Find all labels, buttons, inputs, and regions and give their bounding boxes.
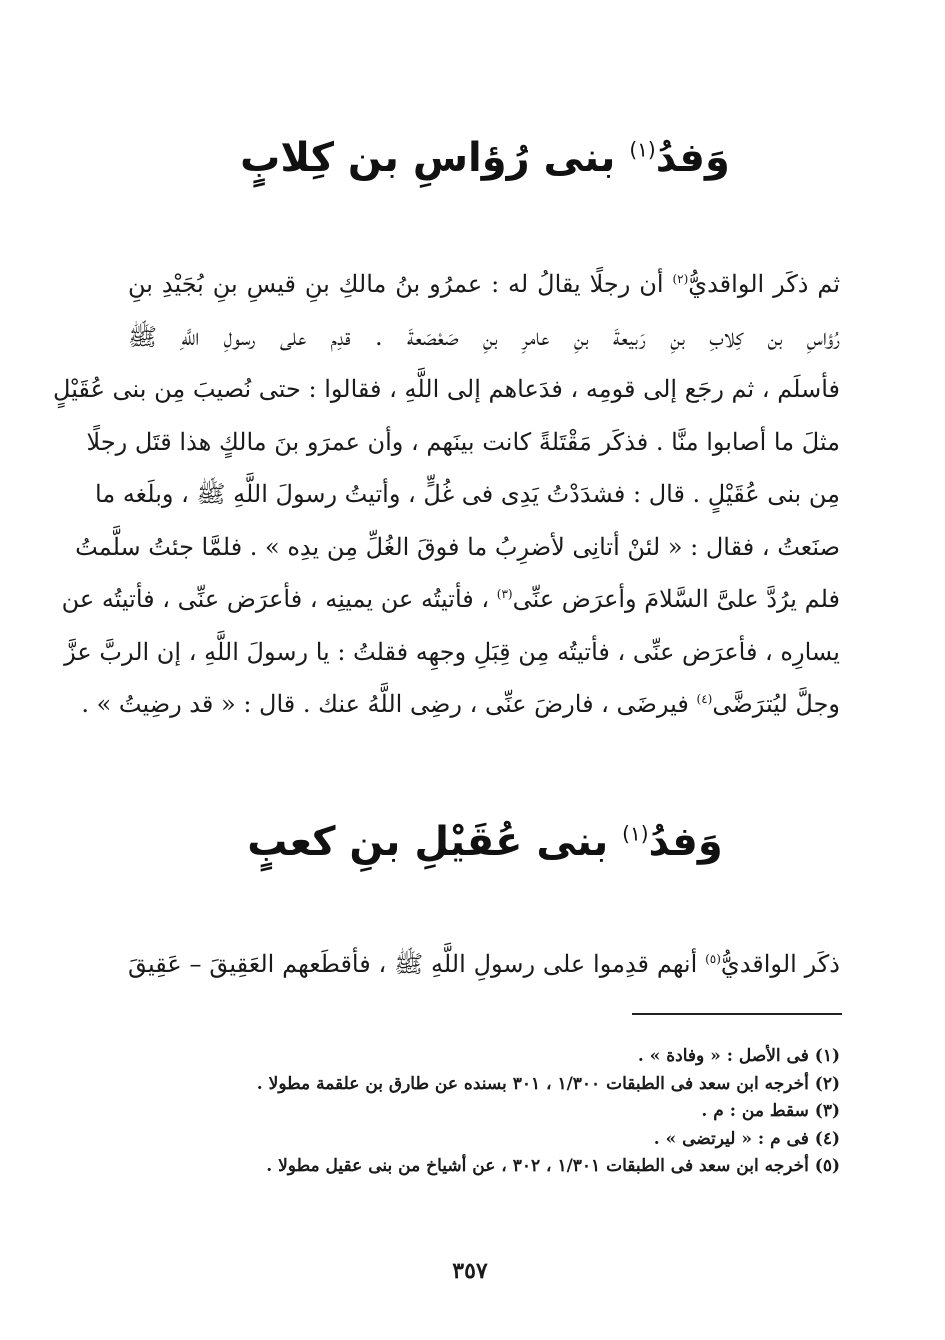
footnote-separator bbox=[632, 1013, 842, 1015]
title-rest: بنى عُقَيْلِ بنِ كعبٍ bbox=[247, 819, 623, 865]
footnote-marker: (١) bbox=[629, 137, 656, 162]
footnote-item: (٥) أخرجه ابن سعد فى الطبقات ١/٣٠١ ، ٣٠٢ ، عن أشياخ من بنى عقيل مطولا . bbox=[266, 1156, 840, 1176]
text-line: فلم يرُدَّ علىَّ السَّلامَ وأعرَض عنِّى$^{(٣)}$ ، فأتيتُه عن يمينِه ، فأعرَض عنِّى ، فأتيتُه عن bbox=[61, 585, 840, 613]
footnote-item: (٢) أخرجه ابن سعد فى الطبقات ١/٣٠٠ ، ٣٠١ بسنده عن طارق بن علقمة مطولا . bbox=[256, 1073, 840, 1094]
text-line: صنَعتُ ، فقال : « لئنْ أتانِى لأضرِبُ ما فوقَ الغُلِّ مِن يدِه » . فلمَّا جئتُ سلَّمتُ bbox=[75, 532, 840, 561]
paragraph-banu-ruas bbox=[53, 258, 841, 731]
text-line: فأسلَم ، ثم رجَع إلى قومِه ، فدَعاهم إلى اللَّهِ ، فقالوا : حتى نُصيبَ مِن بنى عُقَيْلٍ bbox=[53, 375, 840, 403]
section-title-banu-uqayl bbox=[130, 812, 840, 872]
footnote-marker: (٤) bbox=[696, 692, 713, 706]
page-number: ٣٥٧ bbox=[452, 1258, 488, 1284]
footnote-item: (١) فى الأصل : « وفادة » . bbox=[637, 1046, 840, 1066]
footnote-marker: (٢) bbox=[672, 272, 689, 286]
text-line: ثم ذكَر الواقديُّ$^{(٢)}$ أن رجلًا يقالُ له : عمرُو بنُ مالكِ بنِ قيسِ بنِ بُجَيْدِ بنِ bbox=[128, 270, 841, 298]
title-word: وَفدُ bbox=[655, 135, 730, 181]
footnote-item: (٤) فى م : « ليرتضى » . bbox=[653, 1128, 840, 1149]
text-line: وجلَّ ليُترَضَّى$^{(٤)}$ فيرضَى ، فارضَ عنِّى ، رضِى اللَّهُ عنك . قال : « قد رضِيتُ » . bbox=[81, 690, 840, 718]
text-line: ذكَر الواقديُّ$^{(٥)}$ أنهم قدِموا على رسولِ اللَّهِ ﷺ ، فأقطَعهم العَقِيقَ – عَقِيقَ bbox=[128, 950, 840, 978]
title-word: وَفدُ bbox=[648, 819, 723, 865]
footnote-item: (٣) سقط من : م . bbox=[701, 1101, 840, 1121]
text-line: يسارِه ، فأعرَض عنِّى ، فأتيتُه مِن قِبَلِ وجهِه فقلتُ : يا رسولَ اللَّهِ ، إن الربَّ عزَّ bbox=[64, 637, 840, 666]
title-rest: بنى رُؤاسِ بن كِلابٍ bbox=[240, 135, 630, 181]
text-line: مِن بنى عُقَيْلٍ . قال : فشدَدْتُ يَدِى فى غُلٍّ ، وأتيتُ رسولَ اللَّهِ ﷺ ، وبلَغه ما bbox=[95, 480, 840, 508]
footnote-marker: (٣) bbox=[496, 587, 513, 601]
footnote-marker: (١) bbox=[622, 821, 649, 846]
footnotes bbox=[130, 1043, 840, 1181]
text-line: مثلَ ما أصابوا منَّا . فذكَر مَقْتَلةً كانت بينَهم ، وأن عمرَو بنَ مالكٍ هذا قتَل رجلًا bbox=[86, 427, 840, 456]
section-title-banu-ruas bbox=[130, 128, 840, 188]
text-line: رُؤاسِ بن كِلابِ بنِ رَبيعةَ بنِ عامرِ بنِ صَعْصَعةَ . قدِم على رسولِ اللَّهِ ﷺ bbox=[128, 322, 840, 351]
footnote-marker: (٥) bbox=[705, 952, 721, 966]
paragraph-banu-uqayl bbox=[128, 938, 840, 991]
